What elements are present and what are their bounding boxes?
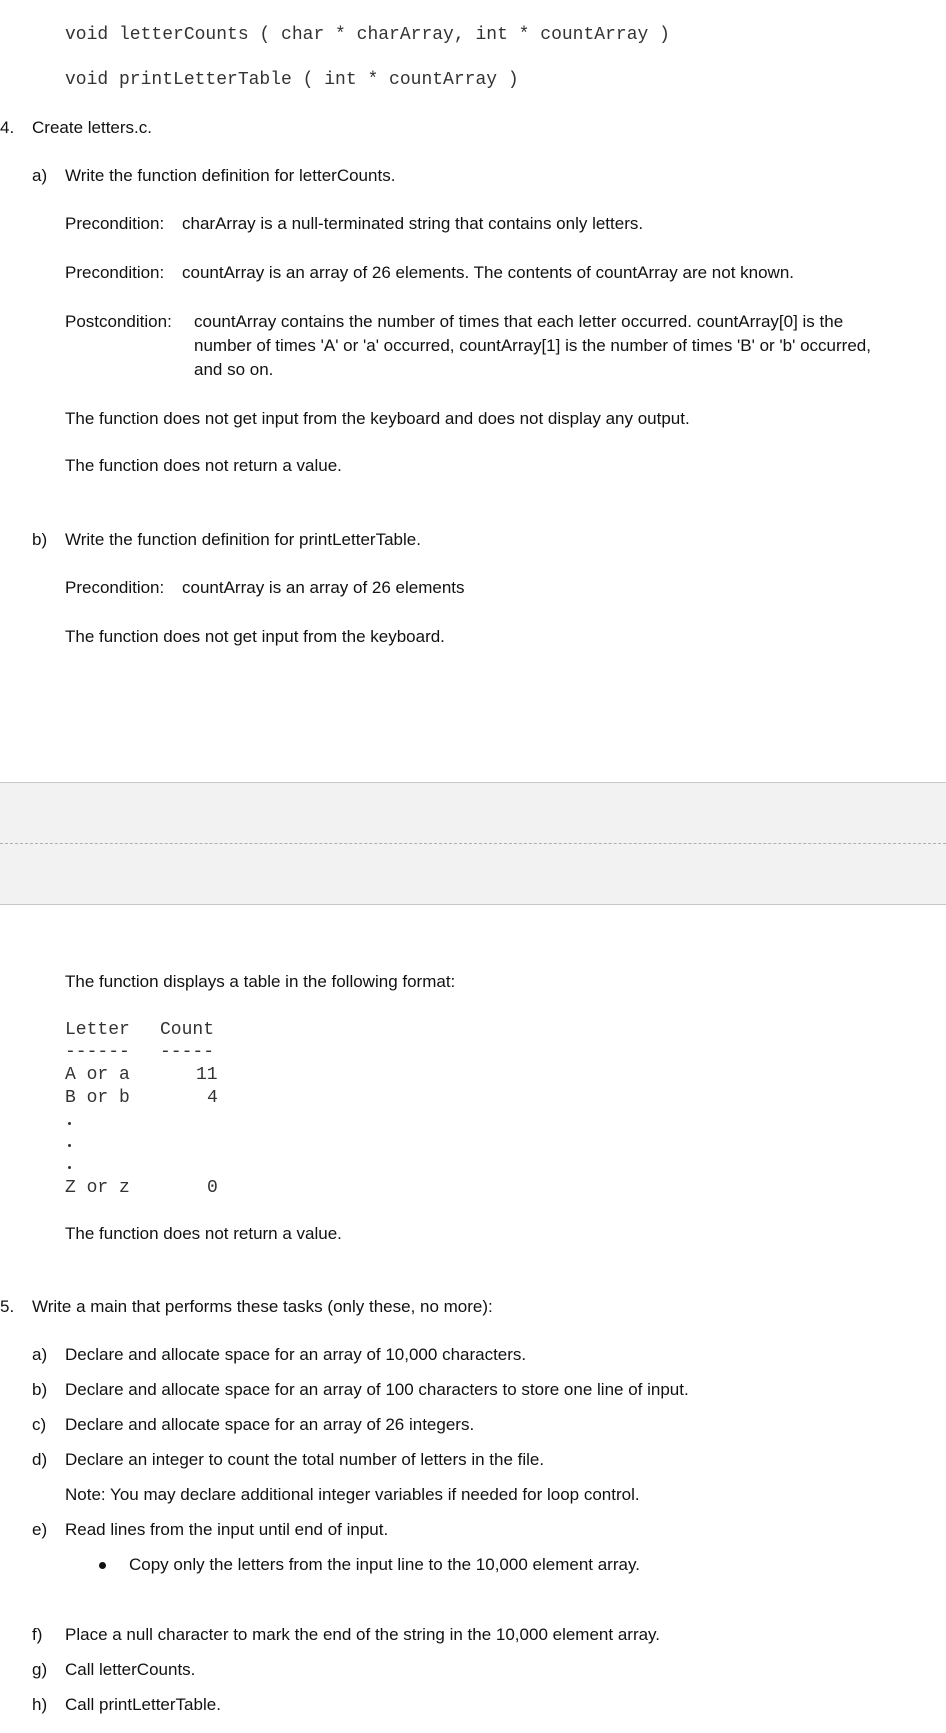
item-5-number: 5. xyxy=(0,1297,15,1316)
table-header-letter: Letter xyxy=(65,1020,130,1040)
table-row-letter: Z or z xyxy=(65,1178,130,1198)
precondition-label: Precondition: xyxy=(65,214,165,233)
item-4-number: 4. xyxy=(0,118,15,137)
item-4b-heading: Write the function definition for printLetterTable. xyxy=(65,530,421,549)
task-label: g) xyxy=(32,1660,48,1679)
task-text: Place a null character to mark the end of the string in the 10,000 element array. xyxy=(65,1625,661,1644)
signature-letter-counts: void letterCounts ( char * charArray, int * countArray ) xyxy=(65,25,670,45)
table-rule-count: ----- xyxy=(160,1042,215,1062)
precondition-label: Precondition: xyxy=(65,263,165,282)
item-4a-label: a) xyxy=(32,166,48,185)
task-subitem: Copy only the letters from the input line to the 10,000 element array. xyxy=(129,1555,640,1574)
task-text: Call letterCounts. xyxy=(65,1660,196,1679)
item-4-title: Create letters.c. xyxy=(32,118,152,137)
task-label: a) xyxy=(32,1345,48,1364)
ellipsis-dot xyxy=(68,1166,71,1169)
table-row-count: 4 xyxy=(207,1088,218,1108)
task-label: h) xyxy=(32,1695,48,1714)
function-note: The function does not return a value. xyxy=(65,1224,342,1243)
postcondition-line: countArray contains the number of times that each letter occurred. countArray[0] is the xyxy=(194,312,844,331)
task-text: Declare and allocate space for an array of 26 integers. xyxy=(65,1415,475,1434)
function-note: The function does not get input from the keyboard. xyxy=(65,627,445,646)
item-4b-label: b) xyxy=(32,530,48,549)
precondition-text: charArray is a null-terminated string that contains only letters. xyxy=(182,214,644,233)
precondition-text: countArray is an array of 26 elements xyxy=(182,578,465,597)
task-label: e) xyxy=(32,1520,48,1539)
task-label: c) xyxy=(32,1415,47,1434)
task-text: Read lines from the input until end of input. xyxy=(65,1520,389,1539)
bullet-icon xyxy=(99,1562,106,1569)
task-text: Declare and allocate space for an array of 10,000 characters. xyxy=(65,1345,527,1364)
table-row-letter: B or b xyxy=(65,1088,130,1108)
task-note: Note: You may declare additional integer variables if needed for loop control. xyxy=(65,1485,640,1504)
table-row-letter: A or a xyxy=(65,1065,130,1085)
function-note: The function does not get input from the keyboard and does not display any output. xyxy=(65,409,690,428)
page-break-bottom-line xyxy=(0,904,946,905)
postcondition-label: Postcondition: xyxy=(65,312,172,331)
task-text: Declare an integer to count the total number of letters in the file. xyxy=(65,1450,545,1469)
task-label: b) xyxy=(32,1380,48,1399)
ellipsis-dot xyxy=(68,1122,71,1125)
signature-print-letter-table: void printLetterTable ( int * countArray ) xyxy=(65,70,519,90)
table-rule-letter: ------ xyxy=(65,1042,130,1062)
function-note: The function does not return a value. xyxy=(65,456,342,475)
table-row-count: 0 xyxy=(207,1178,218,1198)
table-row-count: 11 xyxy=(196,1065,218,1085)
item-5-title: Write a main that performs these tasks (only these, no more): xyxy=(32,1297,493,1316)
task-label: f) xyxy=(32,1625,43,1644)
ellipsis-dot xyxy=(68,1144,71,1147)
function-note: The function displays a table in the following format: xyxy=(65,972,456,991)
table-header-count: Count xyxy=(160,1020,215,1040)
task-text: Declare and allocate space for an array of 100 characters to store one line of input. xyxy=(65,1380,689,1399)
task-text: Call printLetterTable. xyxy=(65,1695,221,1714)
item-4a-heading: Write the function definition for letterCounts. xyxy=(65,166,396,185)
postcondition-line: and so on. xyxy=(194,360,274,379)
task-label: d) xyxy=(32,1450,48,1469)
precondition-text: countArray is an array of 26 elements. The contents of countArray are not known. xyxy=(182,263,795,282)
page-break-dashed-line xyxy=(0,843,946,844)
precondition-label: Precondition: xyxy=(65,578,165,597)
postcondition-line: number of times 'A' or 'a' occurred, countArray[1] is the number of times 'B' or 'b' occurred, xyxy=(194,336,871,355)
